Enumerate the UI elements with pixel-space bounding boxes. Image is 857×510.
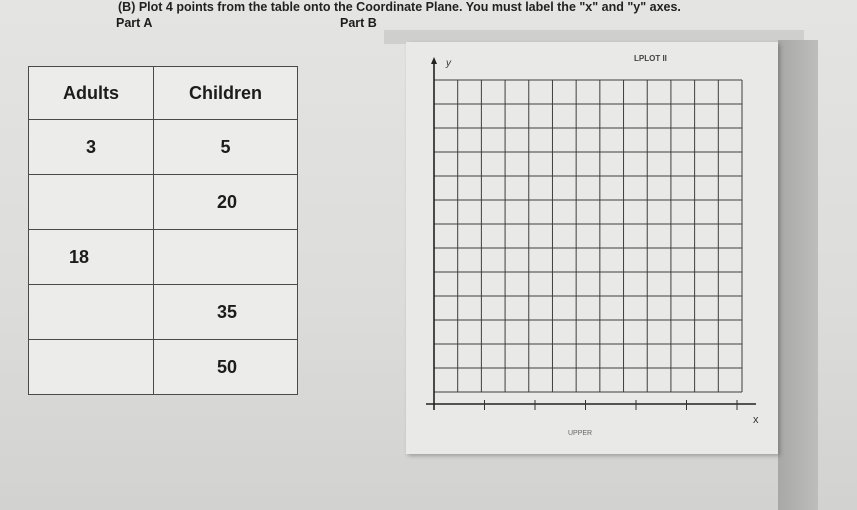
cell-children: 5 (154, 120, 298, 175)
table-row (29, 340, 298, 395)
cell-children: 35 (154, 285, 298, 340)
table-header-row (29, 67, 298, 120)
adults-children-table (28, 66, 298, 395)
table-row (29, 285, 298, 340)
table-row (29, 230, 298, 285)
cell-children: 50 (154, 340, 298, 395)
bottom-caption: UPPER (568, 430, 593, 437)
adults-children-table-container (28, 66, 298, 395)
y-axis-arrow (431, 57, 437, 64)
cell-adults: 18 (29, 230, 154, 285)
table-row (29, 120, 298, 175)
grid-header-text: LPLOT II (634, 54, 667, 63)
table-row (29, 175, 298, 230)
cell-adults[interactable] (29, 340, 154, 395)
cell-children: 20 (154, 175, 298, 230)
cell-adults[interactable] (29, 285, 154, 340)
part-b-label: Part B (340, 16, 377, 30)
header-adults: Adults (29, 67, 154, 120)
coordinate-plane[interactable] (406, 42, 778, 454)
instruction-text: (B) Plot 4 points from the table onto the Coordinate Plane. You must label the "x" and "y" axes. (118, 0, 681, 14)
y-axis-label: y (446, 58, 451, 69)
header-children: Children (154, 67, 298, 120)
cell-adults: 3 (29, 120, 154, 175)
paper-shadow (778, 40, 818, 510)
part-a-label: Part A (116, 16, 153, 30)
cell-children[interactable] (154, 230, 298, 285)
cell-adults[interactable] (29, 175, 154, 230)
x-axis-label: x (753, 414, 759, 426)
